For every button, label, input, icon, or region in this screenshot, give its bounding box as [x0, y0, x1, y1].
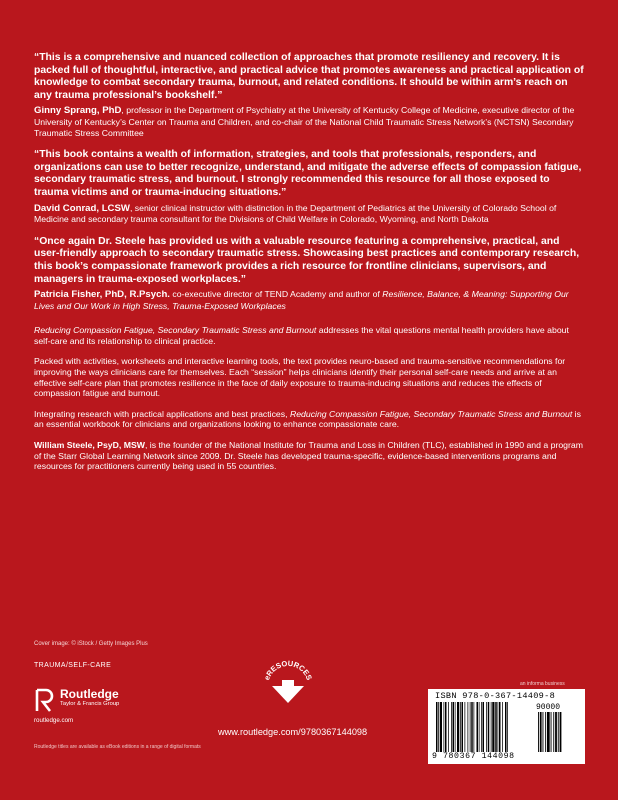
description-paragraph-3	[34, 409, 586, 430]
endorsement-1	[34, 52, 586, 138]
eresources-badge	[258, 656, 318, 716]
book-title: Reducing Compassion Fatigue, Secondary Traumatic Stress and Burnout	[34, 325, 317, 336]
endorsement-2	[34, 149, 586, 225]
barcode-digits: 9 780367 144098	[432, 752, 515, 761]
book-title: Reducing Compassion Fatigue, Secondary Traumatic Stress and Burnout	[289, 408, 573, 419]
endorser-book-title: Resilience, Balance, & Meaning: Supporting Our Lives and Our Work in High Stress, Trauma-Exposed Workplaces	[34, 289, 569, 311]
author-bio-text: , is the founder of the National Institute for Trauma and Loss in Children (TLC), established in 1990 and a program of the Starr Global Learning Network since 2009. Dr. Steele has developed trauma-specific, evidence-based interventions programs and resources for practitioners currently being used in 55 countries.	[34, 440, 583, 472]
description-paragraph-1	[34, 325, 586, 346]
book-url: www.routledge.com/9780367144098	[218, 727, 368, 737]
endorsement-3	[34, 236, 586, 312]
description-text: addresses the vital questions mental health providers have about self-care and its relationship to clinical practice.	[34, 325, 569, 346]
endorser-name: David Conrad, LCSW	[34, 202, 130, 214]
ebook-note: Routledge titles are available as eBook editions in a range of digital formats	[34, 744, 201, 750]
description-paragraph-2: Packed with activities, worksheets and interactive learning tools, the text provides neuro-based and trauma-sensitive recommendations for improving the ways clinicians care for themselves. Each “session” helps clinicians identify their personal self-care needs and arrive at an effective self-care plan that promotes resilience in the face of daily exposure to trauma-inducing situations and reduces the effects of compassion fatigue and burnout.	[34, 356, 566, 399]
author-name: William Steele, PsyD, MSW	[34, 440, 145, 451]
publisher-url: routledge.com	[34, 717, 74, 724]
endorser-detail: , professor in the Department of Psychiatry at the University of Kentucky College of Medicine, executive director of the University of Kentucky’s Center on Trauma and Children, and co-chair of the National Child Traumatic Stress Network’s (NCTSN) Secondary Traumatic Stress Committee	[34, 105, 575, 138]
endorser-detail: , senior clinical instructor with distinction in the Department of Pediatrics at the University of Colorado School of Medicine and secondary trauma consultant for the Divisions of Child Welfare in Colorado, Wyoming, and North Dakota	[34, 202, 557, 225]
routledge-logo-icon	[34, 686, 56, 714]
isbn-text: ISBN 978-0-367-14409-8	[435, 691, 556, 701]
publisher-subtitle: Taylor & Francis Group	[60, 701, 120, 707]
cover-image-credit: Cover image: © iStock / Getty Images Plus	[34, 641, 148, 647]
publisher-logo	[34, 686, 174, 726]
description-text: is an essential workbook for clinicians and organizations looking to enhance compassionate care.	[34, 408, 581, 430]
endorsement-quote: “This is a comprehensive and nuanced collection of approaches that promote resiliency and recovery. It is packed full of thoughtful, interactive, and practical advice that promotes awareness and practical application of knowledge to combat secondary trauma, burnout, and related conditions. It should be within arm’s reach on any trauma professional’s bookshelf.”	[34, 52, 584, 101]
cover-text	[34, 52, 586, 482]
endorser-detail: co-executive director of TEND Academy and author of	[169, 289, 383, 300]
author-bio	[34, 440, 586, 472]
eresources-label: eRESOURCES	[262, 658, 314, 682]
description-text: Integrating research with practical applications and best practices,	[34, 408, 290, 419]
endorsement-attribution	[34, 289, 586, 311]
endorser-name: Patricia Fisher, PhD, R.Psych.	[34, 289, 170, 301]
informa-note: an informa business	[520, 681, 565, 687]
publisher-name: Routledge	[60, 687, 119, 701]
endorsement-quote: “Once again Dr. Steele has provided us with a valuable resource featuring a comprehensive, practical, and user-friendly approach to secondary traumatic stress. Showcasing best practices and contemporary research, this book’s compassionate framework provides a rich resource for frontline clinicians, supervisors, and managers in trauma-exposed workplaces.”	[34, 235, 580, 285]
endorsement-attribution	[34, 203, 586, 225]
isbn-barcode	[428, 689, 585, 764]
barcode-bars	[434, 702, 580, 752]
download-arrow-icon	[272, 686, 304, 703]
subject-category: TRAUMA/SELF-CARE	[34, 662, 112, 669]
endorsement-attribution	[34, 105, 586, 138]
endorsement-quote: “This book contains a wealth of information, strategies, and tools that professionals, responders, and organizations can use to better recognize, understand, and mitigate the adverse effects of compassion fatigue, secondary traumatic stress, and burnout. I strongly recommended this resource for all those exposed to trauma victims and or trauma-inducing situations.”	[34, 149, 582, 198]
endorser-name: Ginny Sprang, PhD	[34, 105, 122, 117]
price-code: 90000	[536, 703, 561, 712]
